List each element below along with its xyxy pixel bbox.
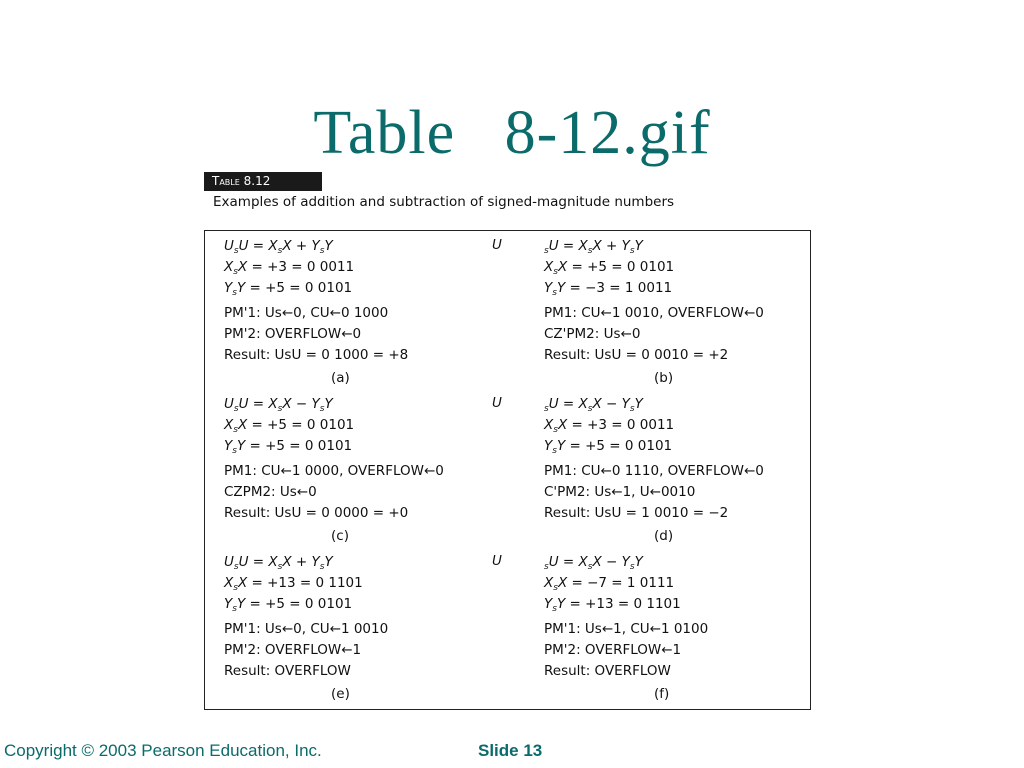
label-d: (d) (654, 528, 674, 544)
d-y: $Y_sY = +5 = 0$ 0101 (544, 438, 673, 456)
d-x: $X_sX = +3 = 0$ 0011 (544, 417, 675, 435)
e-equation: $U_sU = X_sX + Y_sY$ (224, 554, 333, 572)
d-equation: $_sU = X_sX - Y_sY$ (544, 396, 643, 414)
f-x: $X_sX = -7 = 1$ 0111 (544, 575, 675, 593)
label-f: (f) (654, 686, 670, 702)
d-result: Result: UsU = 1 0010 = −2 (544, 505, 729, 521)
b-y: $Y_sY = -3 = 1$ 0011 (544, 280, 673, 298)
label-b: (b) (654, 370, 674, 386)
c-step-1: PM1: CU←1 0000, OVERFLOW←0 (224, 463, 444, 479)
e-step-2: PM'2: OVERFLOW←1 (224, 642, 362, 658)
slide-title: Table 8-12.gif (313, 99, 711, 167)
label-c: (c) (331, 528, 349, 544)
label-a: (a) (331, 370, 350, 386)
b-x: $X_sX = +5 = 0$ 0101 (544, 259, 675, 277)
copyright-notice: Copyright © 2003 Pearson Education, Inc. (4, 741, 322, 760)
d-step-1: PM1: CU←0 1110, OVERFLOW←0 (544, 463, 764, 479)
table-caption: Examples of addition and subtraction of signed-magnitude numbers (213, 194, 675, 210)
slide-number: Slide 13 (478, 741, 543, 760)
f-step-1: PM'1: Us←1, CU←1 0100 (544, 621, 709, 637)
c-equation: $U_sU = X_sX - Y_sY$ (224, 396, 333, 414)
c-step-2: CZPM2: Us←0 (224, 484, 317, 500)
e-result: Result: OVERFLOW (224, 663, 351, 679)
b-step-1: PM1: CU←1 0010, OVERFLOW←0 (544, 305, 764, 321)
f-equation: $_sU = X_sX - Y_sY$ (544, 554, 643, 572)
c-result: Result: UsU = 0 0000 = +0 (224, 505, 409, 521)
label-e: (e) (331, 686, 350, 702)
a-equation: $U_sU = X_sX + Y_sY$ (224, 238, 333, 256)
f-step-2: PM'2: OVERFLOW←1 (544, 642, 682, 658)
u-marker: U (492, 553, 502, 569)
e-x: $X_sX = +13 = 0$ 1101 (224, 575, 363, 593)
e-step-1: PM'1: Us←0, CU←1 0010 (224, 621, 389, 637)
f-y: $Y_sY = +13 = 0$ 1101 (544, 596, 681, 614)
f-result: Result: OVERFLOW (544, 663, 671, 679)
table-tag: Table 8.12 (204, 172, 322, 191)
b-equation: $_sU = X_sX + Y_sY$ (544, 238, 643, 256)
u-marker: U (492, 237, 502, 253)
a-x: $X_sX = +3 = 0$ 0011 (224, 259, 355, 277)
d-step-2: C'PM2: Us←1, U←0010 (544, 484, 696, 500)
a-step-2: PM'2: OVERFLOW←0 (224, 326, 362, 342)
c-x: $X_sX = +5 = 0$ 0101 (224, 417, 355, 435)
e-y: $Y_sY = +5 = 0$ 0101 (224, 596, 353, 614)
a-result: Result: UsU = 0 1000 = +8 (224, 347, 409, 363)
a-step-1: PM'1: Us←0, CU←0 1000 (224, 305, 389, 321)
c-y: $Y_sY = +5 = 0$ 0101 (224, 438, 353, 456)
b-result: Result: UsU = 0 0010 = +2 (544, 347, 729, 363)
a-y: $Y_sY = +5 = 0$ 0101 (224, 280, 353, 298)
u-marker: U (492, 395, 502, 411)
b-step-2: CZ'PM2: Us←0 (544, 326, 641, 342)
table-box (204, 230, 811, 710)
